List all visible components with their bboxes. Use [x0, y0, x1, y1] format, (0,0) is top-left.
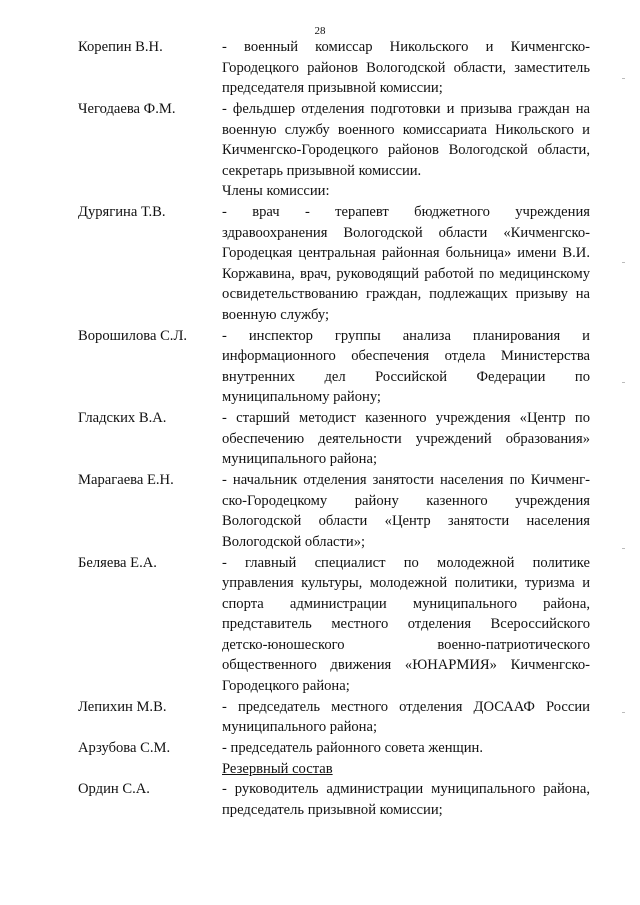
- roster-entry-lepikhin: [78, 697, 590, 738]
- member-name: Чегодаева Ф.М.: [78, 101, 176, 117]
- roster-entry-ordin: [78, 779, 590, 820]
- margin-mark: [622, 382, 625, 383]
- reserve-heading: Резервный состав: [222, 760, 333, 777]
- roster-entry-maragaeva: [78, 470, 590, 552]
- margin-mark: [622, 712, 625, 713]
- member-name: Арзубова С.М.: [78, 740, 171, 756]
- member-role: - старший методист казенного учреждения «Центр по обеспечению деятельности учреждений образования» муниципального района;: [222, 410, 590, 467]
- roster-entry-korepin: [78, 37, 590, 99]
- roster-entry-arzubova: [78, 738, 590, 759]
- member-role: - фельдшер отделения подготовки и призыва граждан на военную службу военного комиссариата Никольского и Кичменгско-Городецкого районов Вологодской области, секретарь призывной комиссии.: [222, 101, 590, 179]
- member-role: - председатель местного отделения ДОСААФ России муниципального района;: [222, 698, 590, 735]
- roster-entry-belyaeva: [78, 553, 590, 697]
- margin-mark: [622, 262, 625, 263]
- member-role: - военный комиссар Никольского и Кичменгско-Городецкого районов Вологодской области, заместитель председателя призывной комиссии;: [222, 39, 590, 96]
- member-role: - инспектор группы анализа планирования и информационного обеспечения отдела Министерства внутренних дел Российской Федерации по муниципальному району;: [222, 327, 590, 405]
- member-role: - главный специалист по молодежной политике управления культуры, молодежной политики, туризма и спорта администрации муниципального района, представитель местного отделения Всероссийского детско-юношеского военно-патриотического общественного движения «ЮНАРМИЯ» Кичменгско-Городецкого района;: [222, 554, 590, 694]
- roster-entry-duryagina: [78, 202, 590, 325]
- member-role: - руководитель администрации муниципального района, председатель призывной комиссии;: [222, 781, 590, 818]
- member-name: Гладских В.А.: [78, 410, 167, 426]
- roster-entry-gladskikh: [78, 408, 590, 470]
- member-name: Лепихин М.В.: [78, 698, 167, 715]
- member-name: Ордин С.А.: [78, 781, 150, 797]
- margin-mark: [622, 78, 625, 79]
- member-role: - начальник отделения занятости населения по Кичменг-ско-Городецкому району казенного учреждения Вологодской области «Центр занятости населения Вологодской области»;: [222, 472, 590, 550]
- commission-roster: [78, 37, 590, 820]
- member-name: Ворошилова С.Л.: [78, 327, 188, 344]
- member-name: Дурягина Т.В.: [78, 204, 166, 220]
- member-role: - врач - терапевт бюджетного учреждения здравоохранения Вологодской области «Кичменгско-Городецкая центральная районная больница» имени В.И. Коржавина, врач, руководящий работой по медицинскому освидетельствованию граждан, подлежащих призыву на военную службу;: [222, 204, 590, 323]
- member-name: Беляева Е.А.: [78, 554, 157, 571]
- member-role: - председатель районного совета женщин.: [222, 740, 484, 756]
- roster-entry-chegodaeva: [78, 99, 590, 181]
- page-number: 28: [314, 25, 326, 37]
- roster-entry-voroshilova: [78, 326, 590, 408]
- members-heading: Члены комиссии:: [222, 183, 330, 199]
- margin-mark: [622, 548, 625, 549]
- member-name: Корепин В.Н.: [78, 39, 163, 55]
- member-name: Марагаева Е.Н.: [78, 472, 174, 488]
